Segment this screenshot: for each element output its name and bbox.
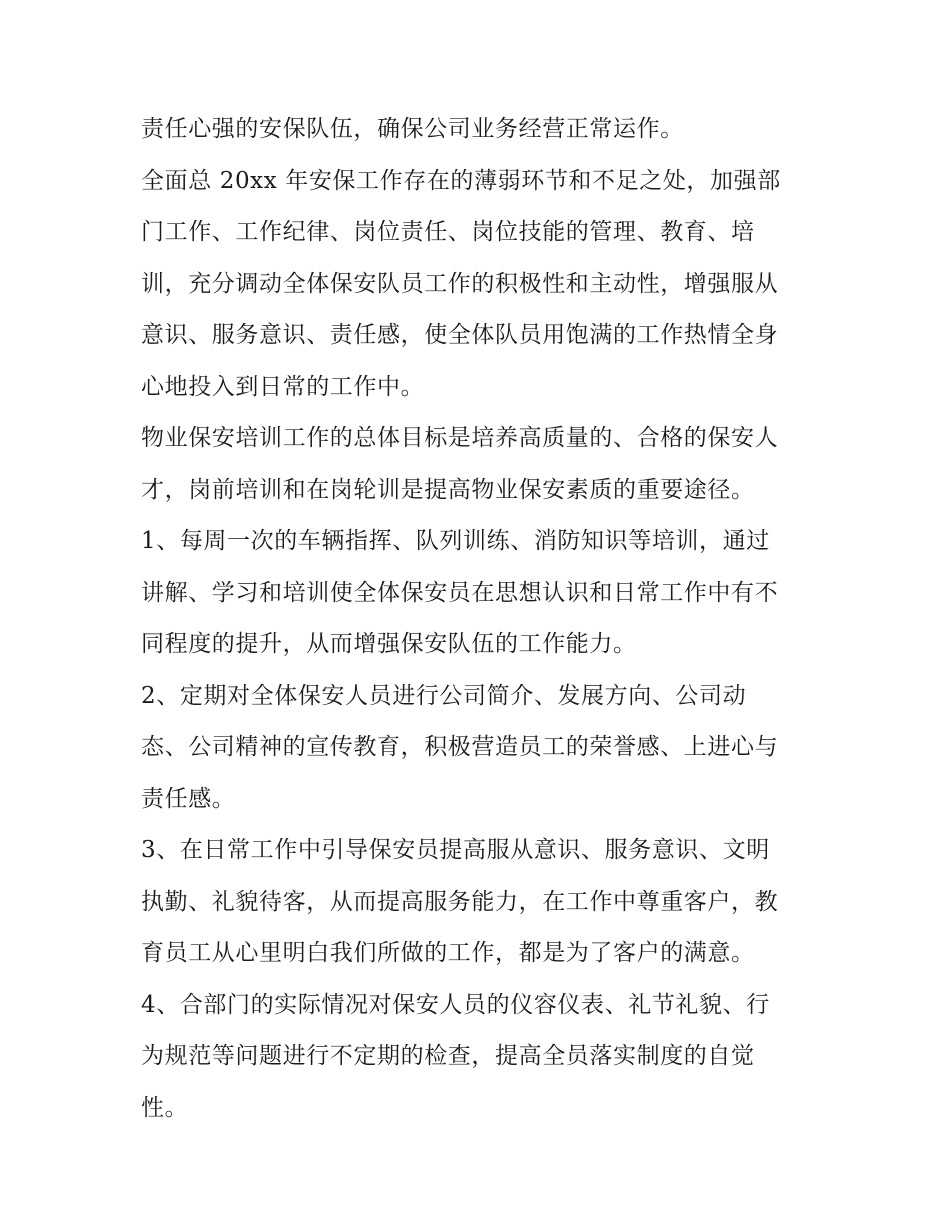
document-body xyxy=(141,104,821,1134)
text-line: 意识、服务意识、责任感，使全体队员用饱满的工作热情全身 xyxy=(141,322,779,348)
text-line: 心地投入到日常的工作中。 xyxy=(141,373,425,400)
text-line: 2、定期对全体保安人员进行公司简介、发展方向、公司动 xyxy=(141,682,747,709)
text-line: 为规范等问题进行不定期的检查，提高全员落实制度的自觉 xyxy=(141,1043,755,1069)
text-line: 才，岗前培训和在岗轮训是提高物业保安素质的重要途径。 xyxy=(141,476,755,503)
text-line: 训，充分调动全体保安队员工作的积极性和主动性，增强服从 xyxy=(141,270,779,297)
text-line: 态、公司精神的宣传教育，积极营造员工的荣誉感、上进心与 xyxy=(141,734,779,760)
text-line: 责任感。 xyxy=(141,785,236,812)
text-line: 讲解、学习和培训使全体保安员在思想认识和日常工作中有不 xyxy=(141,579,779,606)
text-line: 3、在日常工作中引导保安员提高服从意识、服务意识、文明 xyxy=(141,837,770,863)
text-line: 全面总 20xx 年安保工作存在的薄弱环节和不足之处，加强部 xyxy=(141,167,781,194)
text-line: 育员工从心里明白我们所做的工作，都是为了客户的满意。 xyxy=(141,940,755,966)
text-line: 1、每周一次的车辆指挥、队列训练、消防知识等培训，通过 xyxy=(141,528,770,554)
text-line: 4、合部门的实际情况对保安人员的仪容仪表、礼节礼貌、行 xyxy=(141,991,770,1018)
text-line: 性。 xyxy=(141,1094,189,1121)
text-line: 门工作、工作纪律、岗位责任、岗位技能的管理、教育、培 xyxy=(141,219,755,245)
text-line: 责任心强的安保队伍，确保公司业务经营正常运作。 xyxy=(141,116,684,142)
text-line: 物业保安培训工作的总体目标是培养高质量的、合格的保安人 xyxy=(141,425,779,451)
text-line: 同程度的提升，从而增强保安队伍的工作能力。 xyxy=(141,631,637,657)
text-line: 执勤、礼貌待客，从而提高服务能力，在工作中尊重客户，教 xyxy=(141,888,779,915)
